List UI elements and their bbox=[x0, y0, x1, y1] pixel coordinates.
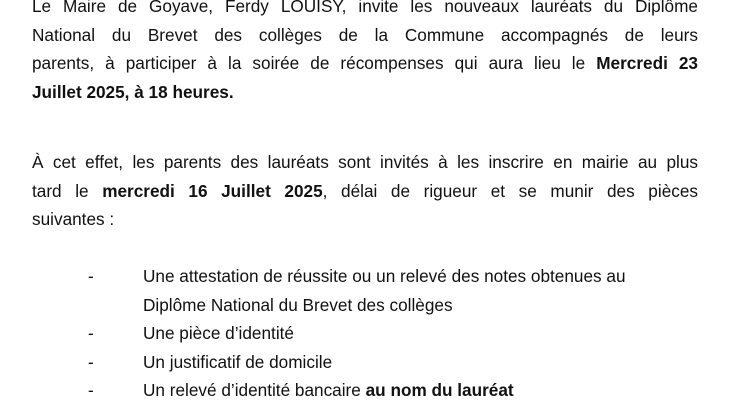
line-text: , délai de rigueur et se munir des pièces bbox=[322, 180, 698, 201]
required-documents-list bbox=[0, 262, 730, 405]
list-item-text: Une pièce d’identité bbox=[143, 323, 294, 343]
list-item bbox=[0, 376, 730, 405]
line-text: parents, à participer à la soirée de récompenses qui aura lieu le bbox=[32, 53, 597, 73]
event-date-time-text: Juillet 2025, à 18 heures. bbox=[32, 81, 234, 102]
list-item bbox=[0, 319, 730, 348]
list-item-text: Un relevé d’identité bancaire bbox=[143, 380, 366, 400]
list-item-continuation bbox=[0, 291, 730, 320]
paragraph-line bbox=[32, 177, 698, 206]
list-item-text: Diplôme National du Brevet des collèges bbox=[143, 294, 453, 315]
paragraph-line: Le Maire de Goyave, Ferdy LOUISY, invite les nouveaux lauréats du Diplôme bbox=[32, 0, 698, 16]
list-item bbox=[0, 348, 730, 377]
deadline-date-text: mercredi 16 Juillet 2025 bbox=[102, 180, 323, 201]
list-item-text: Un justificatif de domicile bbox=[143, 351, 333, 372]
paragraph-line: National du Brevet des collèges de la Commune accompagnés de leurs bbox=[32, 24, 698, 45]
list-item-text: Une attestation de réussite ou un relevé des notes obtenues au bbox=[143, 266, 626, 286]
registration-paragraph bbox=[32, 148, 698, 234]
paragraph-line bbox=[32, 49, 698, 78]
bullet-dash: - bbox=[88, 380, 94, 400]
event-date-text: Mercredi 23 bbox=[596, 53, 698, 73]
line-text: tard le bbox=[32, 180, 103, 201]
list-item bbox=[0, 262, 730, 291]
paragraph-line: suivantes : bbox=[32, 209, 115, 229]
bullet-dash: - bbox=[88, 351, 94, 372]
paragraph-line bbox=[32, 78, 698, 107]
bullet-dash: - bbox=[88, 266, 94, 286]
beneficiary-text: au nom du lauréat bbox=[365, 380, 514, 400]
bullet-dash: - bbox=[88, 323, 94, 343]
invitation-paragraph bbox=[32, 0, 698, 106]
paragraph-line: À cet effet, les parents des lauréats sont invités à les inscrire en mairie au plus bbox=[32, 152, 698, 172]
